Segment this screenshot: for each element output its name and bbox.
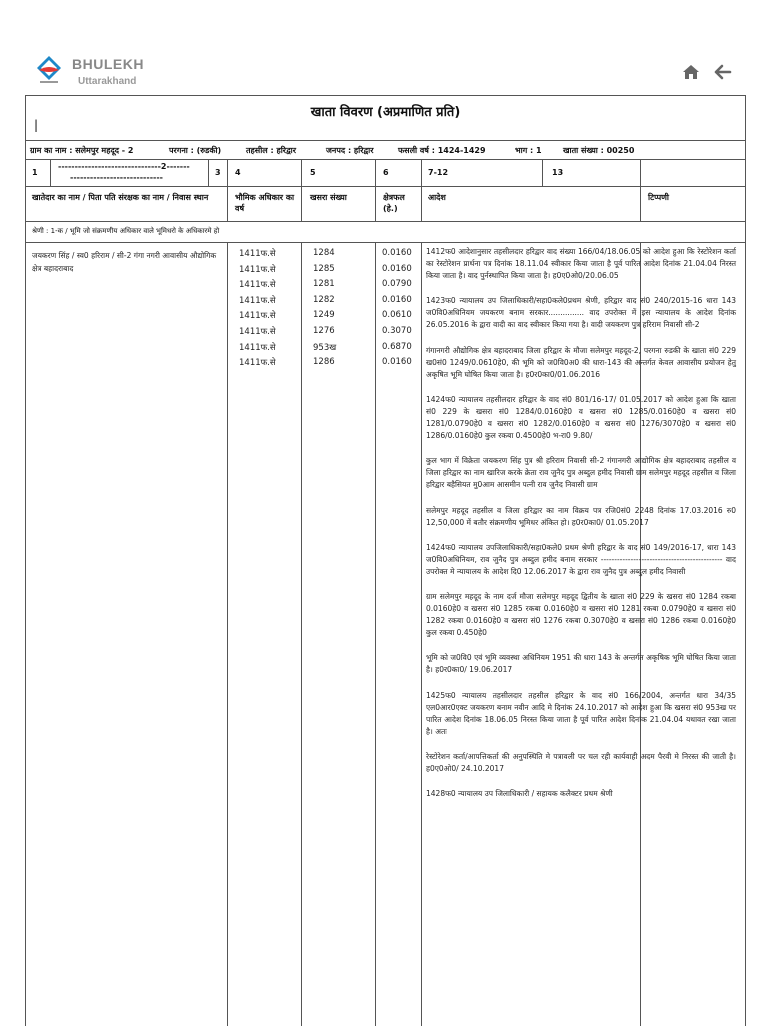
tehsil: तहसील : हरिद्वार (246, 146, 297, 155)
app-header (0, 0, 768, 95)
col-num-1: 1 (32, 168, 38, 177)
info-row (26, 141, 745, 160)
bhag: भाग : 1 (515, 146, 542, 155)
right-year: 1411फ.से (239, 249, 276, 259)
area-column (382, 248, 412, 373)
col-num-7-12: 7-12 (428, 168, 449, 177)
khasra-number: 1249 (313, 310, 335, 321)
col-num-13: 13 (552, 168, 564, 177)
header-khasra: खसरा संख्या (310, 193, 347, 202)
khasra-number: 953ख (313, 342, 337, 353)
khata-number: खाता संख्या : 00250 (563, 146, 635, 155)
khasra-number: 1285 (313, 263, 335, 274)
area-value: 0.0160 (382, 248, 412, 258)
order-entry: भूमि को ज0वि0 एवं भूमि व्यवस्था अधिनियम 1951 की धारा 143 के अन्तर्गत अकृषिक भूमि घोषित किया जाता है। ह0र0का0/ 19.06.2017 (426, 653, 736, 675)
category-row (26, 222, 745, 243)
khasra-number: 1284 (313, 248, 335, 258)
khasra-number: 1282 (313, 294, 335, 305)
order-entry: 1425फ0 न्यायालय तहसीलदार तहसील हरिद्वार के वाद सं0 166/2004, अन्तर्गत धारा 34/35 एल0आर0एक्ट जयकरण बनाम नवीन आदि मे दिनांक 24.10.2017 को आदेश हुआ कि खसरा सं0 953ख पर पारित आदेश दिनांक 18.06.05 निरस्त किया जाता है पूर्व पारित आदेश दिनांक 21.04.04 यथावत रखा जाता है। अतः (426, 690, 736, 736)
district: जनपद : हरिद्वार (326, 146, 374, 155)
order-entry: सलेमपुर महदूद तहसील व जिला हरिद्वार का नाम विक्रय पत्र रजि0सं0 2248 दिनांक 17.03.2016 रु0 12,50,000 में बतौर संक्रमणीय भूमिधर अंकित हो। ह0र0का0/ 01.05.2017 (426, 505, 736, 527)
header-right-year: भौमिक अधिकार का वर्ष (235, 193, 295, 213)
area-value: 0.0610 (382, 310, 412, 321)
col-num-5: 5 (310, 168, 316, 177)
home-icon[interactable] (682, 64, 700, 80)
owner-details: जयकरण सिंह / स्व0 हरिराम / सी-2 गंगा नगरी आवासीय औद्योगिक क्षेत्र बहादराबाद (32, 251, 217, 273)
right-year: 1411फ.से (239, 295, 276, 306)
right-year: 1411फ.से (239, 326, 276, 337)
brand-subtitle: Uttarakhand (78, 76, 137, 87)
order-entry: 1424फ0 न्यायालय तहसीलदार हरिद्वार के वाद सं0 801/16-17/ 01.05.2017 को आदेश हुआ कि खाता सं0 229 के खसरा सं0 1284/0.0160हे0 व खसरा सं0 1285/0.0160हे0 व खसरा सं0 1281/0.0790हे0 व खसरा सं0 1282/0.0160हे0 व खसरा सं0 1276/3070हे0 व खसरा सं0 1286/0.0160हे0 कुल रकबा 0.4500हे0 भ-रा0 9.80/ (426, 394, 736, 441)
khasra-number: 1281 (313, 279, 335, 290)
order-entry: 1412फ0 आदेशानुसार तहसीलदार हरिद्वार वाद संख्या 166/04/18.06.05 को आदेश हुआ कि रेस्टोरेशन कर्ता का रेस्टोरेशन प्रार्थना पत्र दिनांक 18.11.04 स्वीकार किया जाता है पूर्व पारित आदेश दिनांक 21.04.04 निरस्त किया जाता है। वाद पुर्नस्थापित किया जाता है। ह0ए0ओ0/20.06.05 (426, 247, 736, 281)
order-entry: 1428फ0 न्यायालय उप जिलाधिकारी / सहायक कलैक्टर प्रथम श्रेणी (426, 789, 613, 799)
col-num-4: 4 (235, 168, 241, 177)
order-entry: कुल भाग में विक्रेता जयकरण सिंह पुत्र श्री हरिराम निवासी सी-2 गंगानगरी आद्योगिक क्षेत्र बहादराबाद तहसील व जिला हरिद्वार का नाम खारिज करके क्रेता राव जुनैद पुत्र अब्दुल हमीद निवासी ग्राम सलेमपुर महदूद तहसील व जिला हरिद्वार बहैसियत मु0आम आसमीन पत्नी राव जुनैद निवासी ग्राम (426, 456, 736, 490)
bhulekh-logo-icon (34, 54, 64, 84)
order-entry: गंगानगरी औद्योगिक क्षेत्र बहादराबाद जिला हरिद्वार के मौजा सलेमपुर महदूद-2, परगना रुडकी के खाता सं0 229 ख0सं0 1249/0.0610हे0, की भूमि को ज0वि0अ0 की धारा-143 की अन्तर्गत केवल आवासीय प्रयोजन हेतु अकृषित भूमि घोषित किया जाता है। ह0र0का0/01.06.2016 (426, 345, 736, 379)
column-header-row (26, 187, 745, 222)
col-num-3: 3 (215, 168, 221, 177)
right-year: 1411फ.से (239, 280, 276, 291)
brand-name: BHULEKH (72, 56, 144, 72)
header-remark: टिप्पणी (648, 193, 669, 202)
area-value: 0.0160 (382, 357, 412, 368)
header-area: क्षेत्रफल (हे.) (383, 193, 405, 213)
area-value: 0.0160 (382, 294, 412, 305)
order-entry: रेस्टोरेशन कर्ता/आपत्तिकर्ता की अनुपस्थिति मे पत्रावली पर चल रही कार्यवाही अदम पैरवी मे निरस्त की जाती है।ह0ए0ओ0/ 24.10.2017 (426, 751, 736, 773)
orders-column (426, 246, 736, 813)
right-year-column (239, 248, 276, 373)
col-num-6: 6 (383, 168, 389, 177)
khasra-column (313, 248, 336, 373)
order-entry: 1423फ0 न्यायालय उप जिलाधिकारी/सहा0कले0प्रथम श्रेणी, हरिद्वार वाद सं0 240/2015-16 धारा 143 ज0वि0अधिनियम जयकरण बनाम सरकार............... वाद उपरोक्त में इस न्यायालय के आदेश दिनांक 26.05.2016 के द्वारा वादी का वाद स्वीकार किया गया है। वादी जयकरण पुत्र हरिराम निवासी सी-2 (426, 296, 736, 330)
document-title: खाता विवरण (अप्रमाणित प्रति) (310, 105, 461, 120)
title-box (26, 96, 745, 141)
area-value: 0.0790 (382, 279, 412, 290)
area-value: 0.6870 (382, 341, 412, 352)
text-caret: | (34, 118, 39, 132)
col-num-2-cont: ---------------------------- (70, 173, 163, 182)
fasli-year: फसली वर्ष : 1424-1429 (398, 146, 486, 155)
col-num-2: -------------------------------2------- (58, 162, 190, 171)
area-value: 0.0160 (382, 263, 412, 274)
column-number-row (26, 160, 745, 187)
village-name: ग्राम का नाम : सलेमपुर महदूद - 2 (30, 146, 134, 155)
right-year: 1411फ.से (239, 264, 276, 275)
area-value: 0.3070 (382, 325, 412, 336)
khasra-number: 1276 (313, 325, 335, 336)
category-text: श्रेणी : 1-क / भूमि जो संक्रमणीय अधिकार वाले भूमिधरो के अधिकारमे हो (32, 227, 220, 235)
order-entry: ग्राम सलेमपुर महदूद के नाम दर्ज मौजा सलेमपुर महदूद द्वितीय के खाता सं0 229 के खसरा सं0 1284 रकबा 0.0160हे0 व खसरा सं0 1285 रकबा 0.0160हे0 व खसरा सं0 1281 रकबा 0.0790हे0 व खसरा सं0 1282 रकबा 0.0160हे0 व खसरा सं0 1276 रकबा 0.3070हे0 व खसरा सं0 1286 रकबा 0.0160हे0 कुल रकबा 0.450हे0 (426, 591, 736, 638)
order-entry: 1424फ0 न्यायालय उपजिलाधिकारी/सहा0कले0 प्रथम श्रेणी हरिद्वार के वाद सं0 149/2016-17, धारा 143 ज0वि0अधिनियम, राव जुनैद पुत्र अब्दुल हमीद बनाम सरकार --------------------------------------------- वाद उपरोक्त मे न्यायालय के आदेश दि0 12.06.2017 के द्वारा राव जुनैद पुत्र अब्दुल हमीद निवासी (426, 542, 736, 576)
right-year: 1411फ.से (239, 311, 276, 322)
khasra-number: 1286 (313, 357, 335, 368)
arrow-left-icon[interactable] (714, 64, 732, 80)
right-year: 1411फ.से (239, 342, 276, 353)
right-year: 1411फ.से (239, 358, 276, 369)
header-owner: खातेदार का नाम / पिता पति संरक्षक का नाम / निवास स्थान (32, 193, 209, 202)
pargana: परगना : (रुडकी) (169, 146, 222, 155)
header-order: आदेश (428, 193, 446, 202)
khata-document (25, 95, 746, 1026)
